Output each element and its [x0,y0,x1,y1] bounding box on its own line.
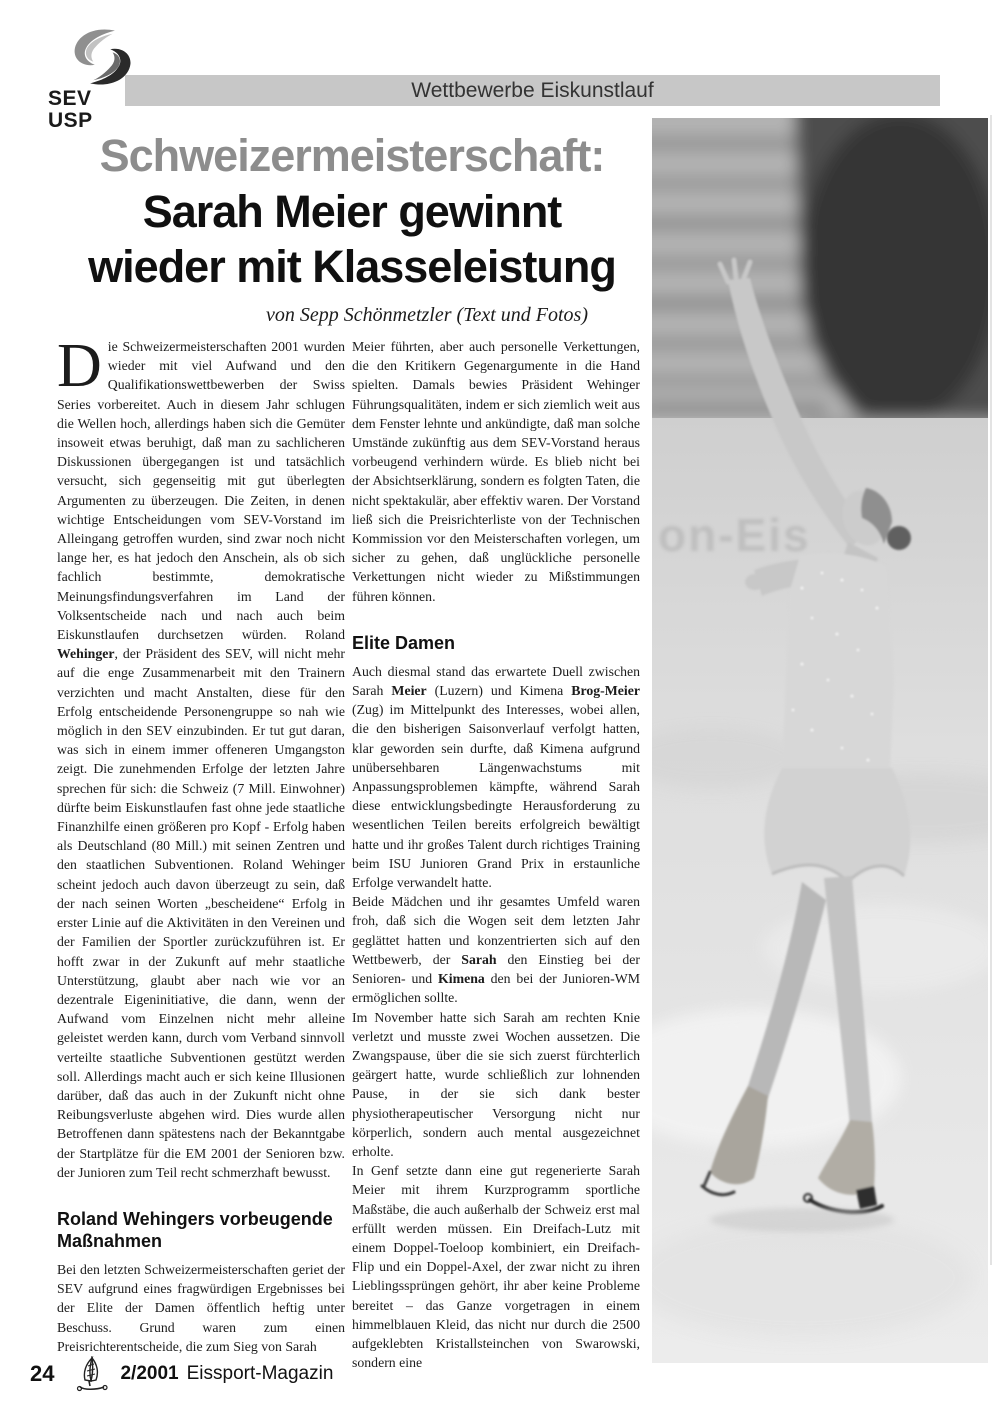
section-banner-title: Wettbewerbe Eiskunstlauf [411,79,654,102]
page-footer [30,1356,333,1392]
headline-line1: Sarah Meier gewinnt [142,186,562,237]
drop-cap: D [57,332,102,400]
article-column-middle [352,337,640,1372]
article-paragraph: Bei den letzten Schweizermeisterschaften geriet der SEV aufgrund eines fragwürdigen Ergebnisses bei der Elite der Damen öffentlich heftig unter Beschuss. Grund waren zum einen Preisrichterentscheide, die zum Sieg von Sarah [57,1261,345,1354]
headline-line2: wieder mit Klasseleistung [88,241,616,292]
skate-shadow [710,1208,894,1232]
headline-block [58,128,646,327]
article-paragraph: Im November hatte sich Sarah am rechten Knie verletzt und musste zwei Wochen aussetzen. Die Zwangspause, über die sie sich zuerst fürchterlich geärgert hatte, wurde schließlich zur lohnenden Pause, in der sie sich dank bester physiotherapeutischer Versorgung nicht nur körperlich, sondern auch mental ausgezeichnet erholte. [352,1009,640,1159]
skater-photo-illustration [652,118,988,1363]
issue-label: 2/2001 [120,1363,179,1384]
sev-logo-swirl-icon [70,26,132,88]
headline-kicker: Schweizermeisterschaft: [99,130,605,181]
logo-text-sev: SEV [48,87,92,110]
magazine-skate-icon [76,1356,110,1392]
byline: von Sepp Schönmetzler (Text und Fotos) [266,304,588,326]
page-number: 24 [30,1361,55,1386]
article-paragraph: Die Schweizermeisterschaften 2001 wurden wieder mit viel Aufwand und den Qualifikationswettbewerben der Swiss Series vorbereitet. Auch in diesem Jahr schlugen die Wellen hoch, allerdings haben sich die Gemüter insoweit etwas beruhigt, daß man zu sachlicheren Diskussionen übergegangen ist und tatsächlich versucht, sich gegenseitig mit gut überlegten Argumenten zu überzeugen. Die Zeiten, in denen wichtige Entscheidungen vom SEV-Vorstand im Alleingang getroffen wurden, sind zwar noch nicht lange her, es hat jedoch den Anschein, als ob sich fachlich bestimmte, demokratische Meinungsfindungsverfahren im Land der Volksentscheide nach und nach auch beim Eiskunstlaufen durchsetzen würden. Roland Wehinger, der Präsident des SEV, will nicht mehr auf die enge Zusammenarbeit mit den Trainern verzichten und macht Anstalten, diese für den Erfolg entscheidende Personengruppe so nah wie möglich in den SEV einzubinden. Er tut gut daran, was sich in einem immer offeneren Umgangston zeigt. Die zunehmenden Erfolge der letzten Jahre sprechen für sich: die Schweiz (7 Mill. Einwohner) dürfte beim Eiskunstlaufen fast ohne jede staatliche Finanzhilfe einen größeren pro Kopf - Erfolg haben als Deutschland (80 Mill.) mit seinen Zentren und den staatlichen Subventionen. Roland Wehinger scheint jedoch auch davon überzeugt zu sein, daß der nach seinen Worten „bescheidene“ Erfolg in erster Linie auf die Aktivitäten in den Vereinen und der Familien der Sportler zurückzuführen ist. Er hofft zwar in der Zukunft auf mehr staatliche Unterstützung, glaubt aber nach wie vor an dezentrale Eigeninitiative, die dann, wenn der Aufwand vom Einzelnen nicht mehr alleine geleistet werden kann, durch vom Verband sinnvoll verteilte staatliche Subventionen gestützt werden soll. Allerdings macht auch er sich keine Illusionen darüber, daß das auch in der Zukunft nicht ohne Reibungsverluste abgehen wird. Dies wurde allen Betroffenen dann spätestens nach der Bekanntgabe der Startplätze für die EM 2001 der Senioren bzw. der Junioren zum Teil recht schmerzhaft bewusst. [57,332,345,1180]
skater-photo [652,118,988,1363]
article-paragraph: In Genf setzte dann eine gut regenerierte Sarah Meier mit ihrem Kurzprogramm sportliche Maßstäbe, die auch außerhalb der Schweiz erst mal erfüllt werden müssen. Ein Dreifach-Lutz mit einem Doppel-Toeloop kombiniert, ein Dreifach-Flip und ein Doppel-Axel, der zwar nicht zu ihren Lieblingssprüngen gehört, ihr aber keine Probleme bereitet – das Ganze vorgetragen in einem himmelblauen Kleid, das nicht nur durch die 2500 aufgeklebten Kristallsteinchen von Swarowski, sondern eine [352,1163,640,1371]
bleed-through-text: on-Eis [658,509,811,561]
section-banner [125,75,940,106]
article-paragraph: Auch diesmal stand das erwartete Duell zwischen Sarah Meier (Luzern) und Kimena Brog-Meier (Zug) im Mittelpunkt des Interesses, wobei allen, die den bisherigen Saisonverlauf verfolgt hatten, klar geworden sein durfte, daß Kimena aufgrund unübersehbaren Längenwachstums mit Anpassungsproblemen kämpfte, während Sarah diese entwicklungsbedingte Herausforderung zu wesentlichen Teilen bereits erfolgreich bewältigt hatte und ihr großes Talent durch richtiges Training beim ISU Junioren Grand Prix in erstaunliche Erfolge verwandelt hatte. [352,663,640,891]
section-heading: Roland Wehingers vorbeugende Maßnahmen [57,1208,333,1251]
article-paragraph: Meier führten, aber auch personelle Verkettungen, die den Kritikern Gegenargumente in die Hand spielten. Damals bewies Präsident Wehinger Führungsqualitäten, indem er sich ziemlich weit aus dem Fenster lehnte und ankündigte, daß man solche Umstände zukünftig aus dem SEV-Vorstand heraus vorbeugend verhindern würde. Es blieb nicht bei der Absichtserklärung, sondern es folgten Taten, die nicht spektakulär, aber effektiv waren. Der Vorstand ließ sich die Preisrichterliste von der Technischen Kommission vor den Meisterschaften vorlegen, um sicher zu gehen, daß unglückliche personelle Verkettungen nicht wieder zu Mißstimmungen führen können. [352,339,640,604]
magazine-name: Eissport-Magazin [186,1363,334,1384]
section-heading: Elite Damen [352,632,456,653]
article-paragraph: Beide Mädchen und ihr gesamtes Umfeld waren froh, daß sich die Wogen seit dem letzten Jahr geglättet hatten und konzentrierten sich auf den Wettbewerb, der Sarah den Einstieg bei der Senioren- und Kimena den bei der Junioren-WM ermöglichen sollte. [352,894,641,1006]
scan-artifact-line [990,115,992,1265]
logo-text-usp: USP [48,109,93,132]
article-column-left [57,332,345,1356]
